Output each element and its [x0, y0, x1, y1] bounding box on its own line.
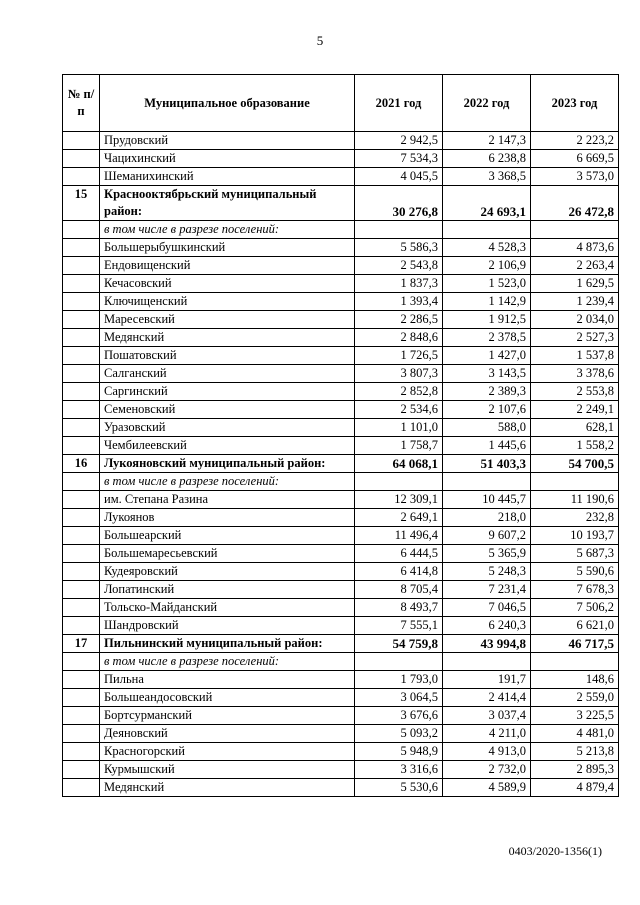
table-row — [63, 239, 619, 257]
value-cell-2021: 3 676,6 — [355, 707, 443, 725]
table-row — [63, 401, 619, 419]
value-cell-2021 — [355, 221, 443, 239]
value-cell-2021: 30 276,8 — [355, 186, 443, 221]
value-cell-2023: 3 225,5 — [531, 707, 619, 725]
row-number-cell — [63, 473, 100, 491]
row-number-cell — [63, 779, 100, 797]
value-cell-2022: 3 143,5 — [443, 365, 531, 383]
row-number-cell — [63, 689, 100, 707]
value-cell-2021: 54 759,8 — [355, 635, 443, 653]
row-number-cell — [63, 311, 100, 329]
municipality-name-cell: Красногорский — [100, 743, 355, 761]
municipality-name-cell: Шандровский — [100, 617, 355, 635]
value-cell-2022: 10 445,7 — [443, 491, 531, 509]
value-cell-2023: 628,1 — [531, 419, 619, 437]
table-row — [63, 383, 619, 401]
value-cell-2021: 5 586,3 — [355, 239, 443, 257]
value-cell-2022: 2 107,6 — [443, 401, 531, 419]
municipality-name-cell: в том числе в разрезе поселений: — [100, 653, 355, 671]
value-cell-2023: 1 558,2 — [531, 437, 619, 455]
table-row — [63, 545, 619, 563]
page-number: 5 — [316, 33, 324, 48]
value-cell-2022: 2 732,0 — [443, 761, 531, 779]
value-cell-2023: 7 678,3 — [531, 581, 619, 599]
header-2022: 2022 год — [443, 75, 531, 132]
value-cell-2023: 4 873,6 — [531, 239, 619, 257]
table-subheader-row — [63, 653, 619, 671]
value-cell-2021: 2 852,8 — [355, 383, 443, 401]
value-cell-2021: 1 837,3 — [355, 275, 443, 293]
table-row — [63, 707, 619, 725]
row-number-cell — [63, 257, 100, 275]
municipality-name-cell: в том числе в разрезе поселений: — [100, 473, 355, 491]
value-cell-2023: 2 263,4 — [531, 257, 619, 275]
table-subheader-row — [63, 473, 619, 491]
municipality-name-cell: Уразовский — [100, 419, 355, 437]
table-row — [63, 617, 619, 635]
value-cell-2021: 2 942,5 — [355, 132, 443, 150]
row-number-cell — [63, 329, 100, 347]
value-cell-2021: 1 793,0 — [355, 671, 443, 689]
header-num: № п/п — [63, 75, 100, 132]
value-cell-2023: 232,8 — [531, 509, 619, 527]
value-cell-2023 — [531, 221, 619, 239]
municipality-name-cell: Деяновский — [100, 725, 355, 743]
row-number-cell — [63, 563, 100, 581]
municipality-name-cell: Ключищенский — [100, 293, 355, 311]
value-cell-2022: 4 589,9 — [443, 779, 531, 797]
header-municipality: Муниципальное образование — [100, 75, 355, 132]
row-number-cell — [63, 401, 100, 419]
value-cell-2023: 1 537,8 — [531, 347, 619, 365]
table-row — [63, 311, 619, 329]
row-number-cell — [63, 168, 100, 186]
municipality-name-cell: Пильна — [100, 671, 355, 689]
value-cell-2023: 5 590,6 — [531, 563, 619, 581]
value-cell-2023: 5 687,3 — [531, 545, 619, 563]
table-body — [63, 132, 619, 797]
row-number-cell — [63, 239, 100, 257]
municipality-name-cell: Большеарский — [100, 527, 355, 545]
value-cell-2023 — [531, 473, 619, 491]
table-row — [63, 509, 619, 527]
table-row — [63, 725, 619, 743]
value-cell-2021: 6 444,5 — [355, 545, 443, 563]
municipality-name-cell: Пильнинский муниципальный район: — [100, 635, 355, 653]
value-cell-2023: 2 895,3 — [531, 761, 619, 779]
value-cell-2022: 1 912,5 — [443, 311, 531, 329]
municipality-name-cell: Большерыбушкинский — [100, 239, 355, 257]
value-cell-2023: 6 669,5 — [531, 150, 619, 168]
row-number-cell — [63, 491, 100, 509]
value-cell-2022: 1 427,0 — [443, 347, 531, 365]
municipality-name-cell: Чацихинский — [100, 150, 355, 168]
row-number-cell — [63, 527, 100, 545]
row-number-cell — [63, 293, 100, 311]
value-cell-2022: 43 994,8 — [443, 635, 531, 653]
value-cell-2022: 3 368,5 — [443, 168, 531, 186]
value-cell-2022: 24 693,1 — [443, 186, 531, 221]
table-row — [63, 419, 619, 437]
value-cell-2023: 2 034,0 — [531, 311, 619, 329]
table-row — [63, 347, 619, 365]
budget-table — [62, 74, 619, 797]
value-cell-2022: 4 211,0 — [443, 725, 531, 743]
municipality-name-cell: Курмышский — [100, 761, 355, 779]
value-cell-2022: 588,0 — [443, 419, 531, 437]
table-row — [63, 599, 619, 617]
row-number-cell — [63, 653, 100, 671]
row-number-cell: 15 — [63, 186, 100, 221]
value-cell-2023: 5 213,8 — [531, 743, 619, 761]
row-number-cell — [63, 581, 100, 599]
value-cell-2023: 2 223,2 — [531, 132, 619, 150]
municipality-name-cell: Большеандосовский — [100, 689, 355, 707]
header-2021: 2021 год — [355, 75, 443, 132]
table-row — [63, 563, 619, 581]
row-number-cell — [63, 707, 100, 725]
value-cell-2023: 148,6 — [531, 671, 619, 689]
municipality-name-cell: Медянский — [100, 329, 355, 347]
value-cell-2021: 1 101,0 — [355, 419, 443, 437]
row-number-cell — [63, 347, 100, 365]
value-cell-2021: 1 393,4 — [355, 293, 443, 311]
municipality-name-cell: в том числе в разрезе поселений: — [100, 221, 355, 239]
municipality-name-cell: Большемаресьевский — [100, 545, 355, 563]
value-cell-2023: 1 629,5 — [531, 275, 619, 293]
table-row — [63, 437, 619, 455]
value-cell-2021 — [355, 653, 443, 671]
municipality-name-cell: Прудовский — [100, 132, 355, 150]
value-cell-2022: 2 378,5 — [443, 329, 531, 347]
value-cell-2022: 5 365,9 — [443, 545, 531, 563]
value-cell-2021: 3 316,6 — [355, 761, 443, 779]
table-row — [63, 293, 619, 311]
value-cell-2022 — [443, 653, 531, 671]
municipality-name-cell: Лукоянов — [100, 509, 355, 527]
row-number-cell — [63, 419, 100, 437]
row-number-cell — [63, 132, 100, 150]
row-number-cell — [63, 671, 100, 689]
value-cell-2023: 1 239,4 — [531, 293, 619, 311]
value-cell-2021: 12 309,1 — [355, 491, 443, 509]
value-cell-2021: 2 534,6 — [355, 401, 443, 419]
value-cell-2021: 2 286,5 — [355, 311, 443, 329]
municipality-name-cell: Кудеяровский — [100, 563, 355, 581]
value-cell-2023: 26 472,8 — [531, 186, 619, 221]
value-cell-2022: 4 913,0 — [443, 743, 531, 761]
value-cell-2023: 4 481,0 — [531, 725, 619, 743]
value-cell-2022: 2 147,3 — [443, 132, 531, 150]
value-cell-2021: 2 649,1 — [355, 509, 443, 527]
value-cell-2023: 2 527,3 — [531, 329, 619, 347]
value-cell-2023: 54 700,5 — [531, 455, 619, 473]
table-row — [63, 761, 619, 779]
table-row — [63, 150, 619, 168]
row-number-cell — [63, 150, 100, 168]
value-cell-2021: 11 496,4 — [355, 527, 443, 545]
table-row — [63, 365, 619, 383]
municipality-name-cell: Тольско-Майданский — [100, 599, 355, 617]
value-cell-2023: 7 506,2 — [531, 599, 619, 617]
row-number-cell — [63, 275, 100, 293]
municipality-name-cell: Медянский — [100, 779, 355, 797]
value-cell-2023: 10 193,7 — [531, 527, 619, 545]
row-number-cell — [63, 743, 100, 761]
value-cell-2021: 1 726,5 — [355, 347, 443, 365]
value-cell-2023: 4 879,4 — [531, 779, 619, 797]
value-cell-2022: 7 231,4 — [443, 581, 531, 599]
value-cell-2022: 2 106,9 — [443, 257, 531, 275]
row-number-cell — [63, 545, 100, 563]
table-row — [63, 581, 619, 599]
row-number-cell — [63, 725, 100, 743]
value-cell-2022: 6 240,3 — [443, 617, 531, 635]
value-cell-2022: 7 046,5 — [443, 599, 531, 617]
value-cell-2021: 5 530,6 — [355, 779, 443, 797]
value-cell-2023: 3 573,0 — [531, 168, 619, 186]
value-cell-2021: 2 848,6 — [355, 329, 443, 347]
table-row — [63, 275, 619, 293]
value-cell-2022: 1 523,0 — [443, 275, 531, 293]
row-number-cell — [63, 365, 100, 383]
row-number-cell — [63, 383, 100, 401]
table-row — [63, 132, 619, 150]
row-number-cell — [63, 599, 100, 617]
municipality-name-cell: Бортсурманский — [100, 707, 355, 725]
municipality-name-cell: Ендовищенский — [100, 257, 355, 275]
row-number-cell — [63, 221, 100, 239]
value-cell-2021: 3 064,5 — [355, 689, 443, 707]
value-cell-2022: 51 403,3 — [443, 455, 531, 473]
table-row — [63, 743, 619, 761]
table-row — [63, 257, 619, 275]
value-cell-2023: 46 717,5 — [531, 635, 619, 653]
municipality-name-cell: им. Степана Разина — [100, 491, 355, 509]
value-cell-2021: 7 555,1 — [355, 617, 443, 635]
table-subheader-row — [63, 221, 619, 239]
value-cell-2022: 1 445,6 — [443, 437, 531, 455]
municipality-name-cell: Пошатовский — [100, 347, 355, 365]
value-cell-2021: 4 045,5 — [355, 168, 443, 186]
value-cell-2021: 8 493,7 — [355, 599, 443, 617]
table-row — [63, 689, 619, 707]
value-cell-2023: 3 378,6 — [531, 365, 619, 383]
document-code: 0403/2020-1356(1) — [508, 844, 602, 858]
table-group-row — [63, 455, 619, 473]
value-cell-2022: 2 414,4 — [443, 689, 531, 707]
table-group-row — [63, 186, 619, 221]
value-cell-2021: 5 093,2 — [355, 725, 443, 743]
value-cell-2022: 5 248,3 — [443, 563, 531, 581]
value-cell-2022: 218,0 — [443, 509, 531, 527]
value-cell-2022: 9 607,2 — [443, 527, 531, 545]
value-cell-2021: 6 414,8 — [355, 563, 443, 581]
value-cell-2022: 2 389,3 — [443, 383, 531, 401]
row-number-cell: 17 — [63, 635, 100, 653]
value-cell-2023 — [531, 653, 619, 671]
municipality-name-cell: Салганский — [100, 365, 355, 383]
row-number-cell — [63, 437, 100, 455]
table-header-row — [63, 75, 619, 132]
header-2023: 2023 год — [531, 75, 619, 132]
value-cell-2022: 6 238,8 — [443, 150, 531, 168]
row-number-cell: 16 — [63, 455, 100, 473]
value-cell-2021: 1 758,7 — [355, 437, 443, 455]
municipality-name-cell: Семеновский — [100, 401, 355, 419]
value-cell-2022: 4 528,3 — [443, 239, 531, 257]
row-number-cell — [63, 509, 100, 527]
value-cell-2022 — [443, 473, 531, 491]
value-cell-2023: 2 553,8 — [531, 383, 619, 401]
value-cell-2023: 2 559,0 — [531, 689, 619, 707]
table-row — [63, 329, 619, 347]
table-row — [63, 527, 619, 545]
municipality-name-cell: Лукояновский муниципальный район: — [100, 455, 355, 473]
value-cell-2023: 6 621,0 — [531, 617, 619, 635]
municipality-name-cell: Краснооктябрьский муниципальный район: — [100, 186, 355, 221]
value-cell-2021: 5 948,9 — [355, 743, 443, 761]
municipality-name-cell: Лопатинский — [100, 581, 355, 599]
value-cell-2022: 191,7 — [443, 671, 531, 689]
table-row — [63, 779, 619, 797]
value-cell-2021: 3 807,3 — [355, 365, 443, 383]
value-cell-2023: 2 249,1 — [531, 401, 619, 419]
value-cell-2022: 3 037,4 — [443, 707, 531, 725]
table-row — [63, 671, 619, 689]
municipality-name-cell: Саргинский — [100, 383, 355, 401]
municipality-name-cell: Шеманихинский — [100, 168, 355, 186]
value-cell-2021 — [355, 473, 443, 491]
municipality-name-cell: Чембилеевский — [100, 437, 355, 455]
value-cell-2022 — [443, 221, 531, 239]
value-cell-2021: 8 705,4 — [355, 581, 443, 599]
value-cell-2021: 2 543,8 — [355, 257, 443, 275]
table-row — [63, 168, 619, 186]
row-number-cell — [63, 617, 100, 635]
table-row — [63, 491, 619, 509]
row-number-cell — [63, 761, 100, 779]
municipality-name-cell: Маресевский — [100, 311, 355, 329]
municipality-name-cell: Кечасовский — [100, 275, 355, 293]
value-cell-2021: 64 068,1 — [355, 455, 443, 473]
value-cell-2022: 1 142,9 — [443, 293, 531, 311]
value-cell-2023: 11 190,6 — [531, 491, 619, 509]
value-cell-2021: 7 534,3 — [355, 150, 443, 168]
table-group-row — [63, 635, 619, 653]
